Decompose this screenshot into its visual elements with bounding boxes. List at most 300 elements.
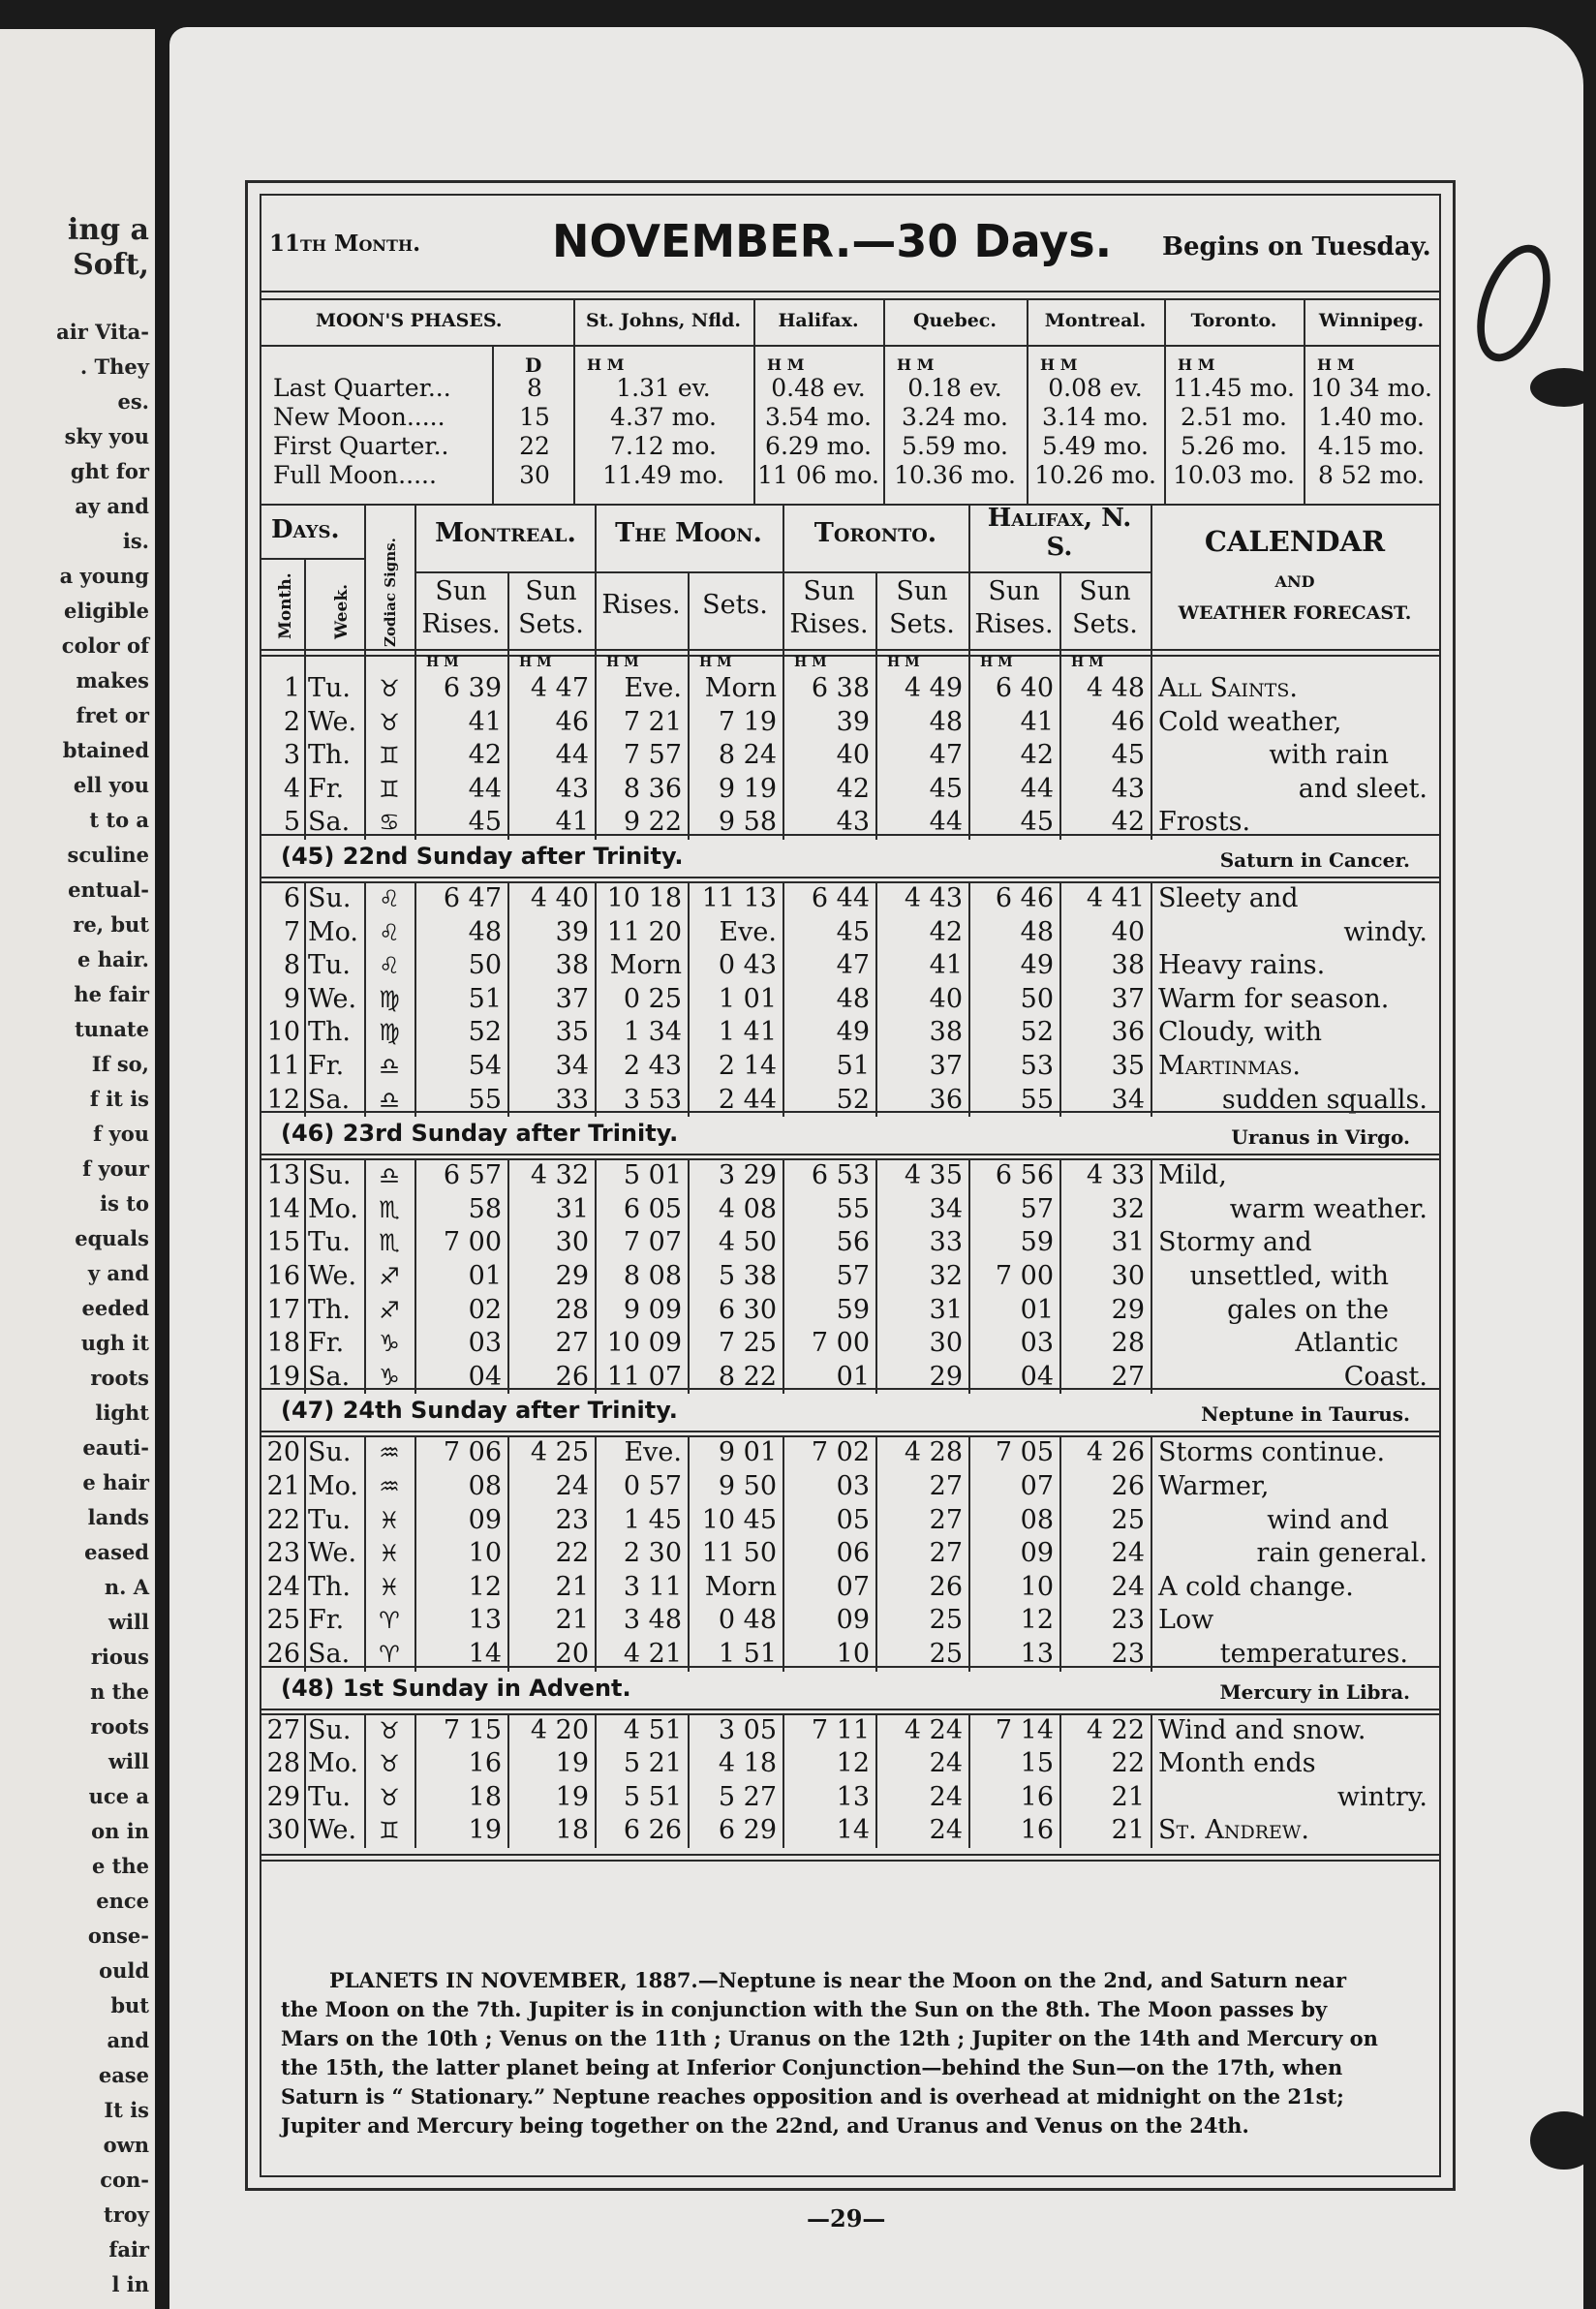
rule [492, 345, 494, 504]
row-forecast: wind and [1267, 1504, 1389, 1535]
head-montreal: Montreal. [435, 518, 576, 548]
phase-time: 10.03 mo. [1173, 461, 1295, 489]
row-time-mo-s: 1 41 [718, 1017, 777, 1048]
row-time-mr: 6 47 [443, 883, 502, 913]
row-time-mr: 12 [468, 1571, 502, 1602]
planets-note-line: Jupiter and Mercury being together on the 22nd, and Uranus and Venus on the 24th. [281, 2113, 1249, 2138]
phase-time: 6.29 mo. [765, 432, 872, 460]
rule [1304, 298, 1305, 504]
adjacent-page-text: ence [96, 1889, 149, 1913]
adjacent-page-text: fret or [76, 703, 149, 727]
head-sun-sets: Sun Sets. [518, 576, 584, 639]
row-time-ms: 4 25 [530, 1437, 589, 1468]
row-time-mo-s: 8 24 [718, 740, 777, 771]
row-date: 7 [283, 916, 300, 947]
sunday-heading: (47) 24th Sunday after Trinity. [281, 1397, 678, 1425]
hm-label: H M [519, 655, 552, 670]
row-time-hr: 6 56 [995, 1160, 1054, 1191]
row-time-mr: 08 [468, 1471, 502, 1501]
row-weekday: We. [308, 1261, 357, 1291]
rule [304, 1714, 306, 1848]
row-zodiac-icon: ♌ [379, 918, 400, 946]
phase-name: New Moon..... [273, 403, 445, 431]
adjacent-page-text: onse- [87, 1924, 149, 1948]
row-time-mr: 44 [468, 773, 502, 804]
row-time-ms: 30 [555, 1227, 589, 1258]
adjacent-page-text: re, but [73, 912, 149, 937]
row-time-mo-r: 9 09 [623, 1294, 682, 1325]
row-weekday: Mo. [308, 916, 359, 947]
row-time-hs: 31 [1111, 1227, 1145, 1258]
row-time-tr: 6 38 [811, 673, 870, 703]
row-zodiac-icon: ♊ [379, 775, 400, 803]
row-time-mo-r: 2 43 [623, 1051, 682, 1081]
adjacent-page-text: sky you [64, 424, 149, 448]
row-time-mo-s: 6 29 [718, 1815, 777, 1846]
row-forecast: warm weather. [1229, 1193, 1427, 1224]
rule [261, 558, 364, 560]
adjacent-page-text: is to [100, 1191, 149, 1216]
row-time-tr: 57 [836, 1261, 870, 1291]
row-time-tr: 14 [836, 1815, 870, 1846]
row-time-hs: 46 [1111, 706, 1145, 737]
row-time-tr: 40 [836, 740, 870, 771]
row-time-ms: 39 [555, 916, 589, 947]
row-time-ms: 4 40 [530, 883, 589, 913]
row-time-mr: 10 [468, 1538, 502, 1569]
row-time-hs: 37 [1111, 983, 1145, 1014]
adjacent-page-text: he fair [74, 982, 149, 1006]
row-time-ms: 21 [555, 1605, 589, 1636]
row-time-mo-r: 2 30 [623, 1538, 682, 1569]
row-time-ts: 24 [929, 1815, 963, 1846]
row-time-mr: 18 [468, 1781, 502, 1812]
row-time-mo-r: 3 53 [623, 1084, 682, 1115]
row-time-mo-s: 7 19 [718, 706, 777, 737]
row-zodiac-icon: ♓ [379, 1540, 400, 1568]
row-forecast: Cold weather, [1158, 706, 1342, 737]
adjacent-page-text: light [95, 1401, 149, 1425]
row-time-ts: 27 [929, 1504, 963, 1535]
row-time-hs: 42 [1111, 807, 1145, 838]
rule [261, 291, 1439, 292]
row-forecast: Month ends [1158, 1748, 1316, 1779]
row-time-hs: 34 [1111, 1084, 1145, 1115]
row-time-hr: 50 [1020, 983, 1054, 1014]
adjacent-page-text: fair [108, 2237, 149, 2262]
row-weekday: Su. [308, 1437, 352, 1468]
row-time-ts: 37 [929, 1051, 963, 1081]
rule [261, 345, 1439, 347]
row-time-mr: 7 00 [443, 1227, 502, 1258]
row-weekday: Mo. [308, 1193, 359, 1224]
row-weekday: Th. [308, 740, 351, 771]
row-time-mo-r: 4 51 [623, 1714, 682, 1745]
adjacent-page-text: f you [93, 1122, 149, 1146]
row-time-mr: 55 [468, 1084, 502, 1115]
rule [261, 834, 1439, 836]
row-time-tr: 43 [836, 807, 870, 838]
phase-hm-label: H M [897, 355, 935, 374]
row-time-mr: 19 [468, 1815, 502, 1846]
row-date: 30 [266, 1815, 300, 1846]
row-date: 13 [266, 1160, 300, 1191]
adjacent-page-text: ing a [67, 213, 149, 247]
row-time-ms: 43 [555, 773, 589, 804]
rule [304, 1436, 306, 1671]
row-time-mo-r: 5 51 [623, 1781, 682, 1812]
phase-hm-label: H M [1178, 355, 1215, 374]
row-time-mo-r: 10 09 [606, 1328, 682, 1359]
row-time-mo-r: 5 01 [623, 1160, 682, 1191]
row-time-ts: 38 [929, 1017, 963, 1048]
row-time-mo-s: 3 05 [718, 1714, 777, 1745]
row-time-hs: 4 48 [1086, 673, 1145, 703]
adjacent-page-text: roots [90, 1366, 149, 1390]
row-time-mr: 45 [468, 807, 502, 838]
row-forecast: Mild, [1158, 1160, 1227, 1191]
row-weekday: Tu. [308, 950, 351, 981]
rule [883, 298, 885, 504]
rule [1151, 1436, 1152, 1671]
head-moon: The Moon. [615, 518, 762, 548]
phase-time: 10.36 mo. [894, 461, 1016, 489]
phase-time: 0.48 ev. [771, 374, 866, 402]
row-time-ts: 34 [929, 1193, 963, 1224]
adjacent-page-text: n. A [104, 1575, 149, 1599]
row-time-hs: 4 26 [1086, 1437, 1145, 1468]
row-time-mo-r: 5 21 [623, 1748, 682, 1779]
row-zodiac-icon: ♉ [379, 1716, 400, 1744]
adjacent-page-text: e hair [82, 1470, 149, 1494]
row-time-hr: 44 [1020, 773, 1054, 804]
row-zodiac-icon: ♌ [379, 952, 400, 980]
row-time-hr: 13 [1020, 1639, 1054, 1669]
page-number: —29— [807, 2204, 886, 2232]
row-time-ts: 24 [929, 1748, 963, 1779]
adjacent-page-text: lands [87, 1505, 149, 1529]
row-date: 28 [266, 1748, 300, 1779]
row-time-ms: 24 [555, 1471, 589, 1501]
row-time-mo-r: 6 26 [623, 1815, 682, 1846]
row-time-mo-r: 4 21 [623, 1639, 682, 1669]
adjacent-page-text: e hair. [77, 947, 149, 971]
row-date: 1 [283, 673, 300, 703]
row-time-mo-s: Eve. [719, 916, 777, 947]
row-time-ms: 28 [555, 1294, 589, 1325]
rule [261, 504, 1439, 506]
row-date: 18 [266, 1328, 300, 1359]
rule [1151, 882, 1152, 1117]
row-forecast: Martinmas. [1158, 1051, 1301, 1081]
planet-note: Neptune in Taurus. [1201, 1402, 1410, 1427]
row-forecast: A cold change. [1158, 1571, 1354, 1602]
row-time-ts: 30 [929, 1328, 963, 1359]
row-date: 10 [266, 1017, 300, 1048]
hm-label: H M [887, 655, 920, 670]
phase-time: 10 34 mo. [1310, 374, 1432, 402]
adjacent-page-text: ease [98, 2063, 149, 2087]
row-time-hr: 08 [1020, 1504, 1054, 1535]
row-time-ts: 27 [929, 1538, 963, 1569]
row-time-hr: 16 [1020, 1815, 1054, 1846]
adjacent-page-text: ould [99, 1958, 149, 1983]
phase-city: Quebec. [912, 310, 997, 331]
phase-time: 5.59 mo. [902, 432, 1008, 460]
row-time-mr: 14 [468, 1639, 502, 1669]
row-time-hs: 28 [1111, 1328, 1145, 1359]
adjacent-page-text: and [107, 2028, 149, 2052]
row-forecast: Sleety and [1158, 883, 1299, 913]
row-time-ts: 4 24 [904, 1714, 963, 1745]
row-time-tr: 45 [836, 916, 870, 947]
row-time-mo-r: 7 07 [623, 1227, 682, 1258]
row-date: 6 [283, 883, 300, 913]
row-time-mo-r: 11 20 [606, 916, 682, 947]
row-time-ms: 22 [555, 1538, 589, 1569]
planets-note-line: the 15th, the latter planet being at Inferior Conjunction—behind the Sun—on the 17th, when [281, 2055, 1343, 2079]
row-time-ts: 24 [929, 1781, 963, 1812]
begins-day: Begins on Tuesday. [1162, 232, 1431, 262]
row-time-ts: 31 [929, 1294, 963, 1325]
row-time-hs: 35 [1111, 1051, 1145, 1081]
adjacent-page-text: eligible [64, 599, 149, 623]
row-time-hr: 6 46 [995, 883, 1054, 913]
row-time-ts: 25 [929, 1639, 963, 1669]
row-time-ts: 29 [929, 1361, 963, 1392]
row-time-mr: 52 [468, 1017, 502, 1048]
row-forecast: unsettled, with [1189, 1261, 1389, 1291]
rule [1151, 649, 1152, 840]
row-time-mr: 02 [468, 1294, 502, 1325]
row-weekday: We. [308, 1538, 357, 1569]
head-and: AND [1274, 572, 1315, 591]
row-time-mo-r: 9 22 [623, 807, 682, 838]
row-time-tr: 6 44 [811, 883, 870, 913]
row-date: 15 [266, 1227, 300, 1258]
row-zodiac-icon: ♍ [379, 1019, 400, 1047]
sunday-heading: (46) 23rd Sunday after Trinity. [281, 1120, 679, 1148]
row-time-hr: 12 [1020, 1605, 1054, 1636]
phase-hm-label: H M [1040, 355, 1078, 374]
row-weekday: Tu. [308, 1504, 351, 1535]
adjacent-page-text: If so, [91, 1052, 149, 1076]
phase-time: 11 06 mo. [757, 461, 879, 489]
row-zodiac-icon: ♍ [379, 985, 400, 1013]
planets-note-line: PLANETS IN NOVEMBER, 1887.—Neptune is near the Moon on the 2nd, and Saturn near [329, 1968, 1347, 1992]
row-zodiac-icon: ♑ [379, 1330, 400, 1358]
row-time-ms: 46 [555, 706, 589, 737]
row-time-mo-s: 2 44 [718, 1084, 777, 1115]
row-date: 20 [266, 1437, 300, 1468]
row-time-tr: 51 [836, 1051, 870, 1081]
row-time-ts: 48 [929, 706, 963, 737]
row-date: 8 [283, 950, 300, 981]
adjacent-page-text: eauti- [82, 1435, 149, 1460]
row-time-tr: 10 [836, 1639, 870, 1669]
row-time-mo-r: 0 57 [623, 1471, 682, 1501]
row-zodiac-icon: ♋ [379, 809, 400, 837]
row-time-ts: 44 [929, 807, 963, 838]
phase-time: 3.14 mo. [1042, 403, 1149, 431]
row-time-tr: 7 02 [811, 1437, 870, 1468]
row-time-mo-s: 0 48 [718, 1605, 777, 1636]
rule [304, 882, 306, 1117]
adjacent-page-text: color of [61, 633, 149, 658]
ink-stain [1530, 2111, 1596, 2170]
row-zodiac-icon: ♊ [379, 1817, 400, 1845]
row-time-ts: 47 [929, 740, 963, 771]
adjacent-page-text: sculine [67, 843, 149, 867]
row-zodiac-icon: ♉ [379, 1783, 400, 1811]
row-zodiac-icon: ♊ [379, 742, 400, 770]
head-zodiac: Zodiac Signs. [382, 538, 399, 647]
hm-label: H M [426, 655, 459, 670]
row-time-mo-r: 8 36 [623, 773, 682, 804]
row-time-ms: 4 20 [530, 1714, 589, 1745]
phase-time: 0.18 ev. [907, 374, 1002, 402]
row-time-ts: 41 [929, 950, 963, 981]
row-time-ms: 34 [555, 1051, 589, 1081]
row-time-ms: 35 [555, 1017, 589, 1048]
row-time-ts: 4 43 [904, 883, 963, 913]
row-forecast: St. Andrew. [1158, 1815, 1309, 1846]
row-time-hs: 27 [1111, 1361, 1145, 1392]
row-date: 12 [266, 1084, 300, 1115]
adjacent-page-text: will [107, 1610, 149, 1634]
row-time-mo-r: 8 08 [623, 1261, 682, 1291]
row-time-mr: 7 06 [443, 1437, 502, 1468]
rule [261, 298, 1439, 300]
adjacent-page-text: but [110, 1993, 149, 2017]
month-label: 11th Month. [269, 231, 421, 257]
row-time-hs: 21 [1111, 1781, 1145, 1812]
row-date: 26 [266, 1639, 300, 1669]
row-time-mo-s: Morn [704, 1571, 777, 1602]
row-time-ts: 4 49 [904, 673, 963, 703]
row-weekday: Tu. [308, 673, 351, 703]
adjacent-page-text: n the [90, 1679, 149, 1704]
hm-label: H M [1071, 655, 1104, 670]
row-time-hr: 45 [1020, 807, 1054, 838]
row-time-ts: 36 [929, 1084, 963, 1115]
row-forecast: Storms continue. [1158, 1437, 1386, 1468]
row-time-hr: 52 [1020, 1017, 1054, 1048]
page-title: NOVEMBER.—30 Days. [552, 215, 1113, 267]
rule [261, 1860, 1439, 1862]
row-time-hr: 53 [1020, 1051, 1054, 1081]
row-weekday: Su. [308, 1160, 352, 1191]
row-time-ms: 20 [555, 1639, 589, 1669]
head-moon-sets: Sets. [702, 590, 768, 620]
phase-time: 2.51 mo. [1181, 403, 1287, 431]
row-time-hr: 16 [1020, 1781, 1054, 1812]
head-moon-rises: Rises. [601, 590, 681, 620]
rule [1027, 298, 1028, 504]
row-date: 5 [283, 807, 300, 838]
row-time-mr: 6 57 [443, 1160, 502, 1191]
adjacent-page-text: roots [90, 1714, 149, 1739]
row-time-tr: 56 [836, 1227, 870, 1258]
row-time-tr: 7 00 [811, 1328, 870, 1359]
row-time-tr: 01 [836, 1361, 870, 1392]
hm-label: H M [606, 655, 639, 670]
row-time-mo-r: 7 57 [623, 740, 682, 771]
adjacent-page-text: ay and [75, 494, 149, 518]
row-time-mr: 54 [468, 1051, 502, 1081]
row-forecast: Frosts. [1158, 807, 1251, 838]
phase-d-label: D [525, 354, 542, 377]
row-time-ms: 41 [555, 807, 589, 838]
row-time-mo-s: 11 13 [701, 883, 777, 913]
row-time-mo-s: 8 22 [718, 1361, 777, 1392]
row-forecast: and sleet. [1298, 773, 1427, 804]
rule [261, 1854, 1439, 1856]
row-time-ms: 44 [555, 740, 589, 771]
phase-hm-label: H M [767, 355, 805, 374]
row-time-mr: 48 [468, 916, 502, 947]
row-time-mr: 50 [468, 950, 502, 981]
phase-city: Montreal. [1044, 310, 1147, 331]
phase-hm-label: H M [1317, 355, 1355, 374]
row-time-hr: 15 [1020, 1748, 1054, 1779]
row-time-mo-r: 3 11 [623, 1571, 682, 1602]
hm-label: H M [699, 655, 732, 670]
row-date: 24 [266, 1571, 300, 1602]
head-toronto: Toronto. [813, 518, 937, 548]
adjacent-page-text: eased [84, 1540, 149, 1564]
row-time-ms: 29 [555, 1261, 589, 1291]
rule [1164, 298, 1166, 504]
row-date: 2 [283, 706, 300, 737]
row-time-tr: 13 [836, 1781, 870, 1812]
head-calendar: CALENDAR [1204, 525, 1386, 558]
row-time-ms: 27 [555, 1328, 589, 1359]
row-weekday: Fr. [308, 1605, 345, 1636]
row-time-ms: 21 [555, 1571, 589, 1602]
row-time-ts: 25 [929, 1605, 963, 1636]
adjacent-page-text: Soft, [73, 248, 149, 282]
row-forecast: Heavy rains. [1158, 950, 1326, 981]
row-date: 21 [266, 1471, 300, 1501]
row-time-tr: 55 [836, 1193, 870, 1224]
planets-note-line: Saturn is “ Stationary.” Neptune reaches opposition and is overhead at midnight on the 21st; [281, 2084, 1344, 2109]
phase-city: Toronto. [1190, 310, 1277, 331]
row-time-tr: 48 [836, 983, 870, 1014]
row-time-hr: 07 [1020, 1471, 1054, 1501]
planet-note: Saturn in Cancer. [1219, 848, 1410, 872]
row-time-mo-r: Eve. [624, 673, 682, 703]
row-time-mo-s: 9 19 [718, 773, 777, 804]
row-time-tr: 49 [836, 1017, 870, 1048]
row-time-mo-r: 3 48 [623, 1605, 682, 1636]
phase-time: 10.26 mo. [1034, 461, 1156, 489]
row-time-hs: 4 22 [1086, 1714, 1145, 1745]
row-zodiac-icon: ♎ [379, 1053, 400, 1080]
row-time-hs: 22 [1111, 1748, 1145, 1779]
row-zodiac-icon: ♎ [379, 1086, 400, 1114]
row-time-hr: 01 [1020, 1294, 1054, 1325]
row-zodiac-icon: ♌ [379, 885, 400, 912]
rule [261, 1431, 1439, 1432]
row-time-mo-s: 4 18 [718, 1748, 777, 1779]
row-time-hr: 49 [1020, 950, 1054, 981]
rule [304, 558, 306, 649]
phase-day: 22 [519, 432, 550, 460]
row-weekday: Fr. [308, 773, 345, 804]
planet-note: Mercury in Libra. [1219, 1679, 1410, 1704]
row-date: 16 [266, 1261, 300, 1291]
